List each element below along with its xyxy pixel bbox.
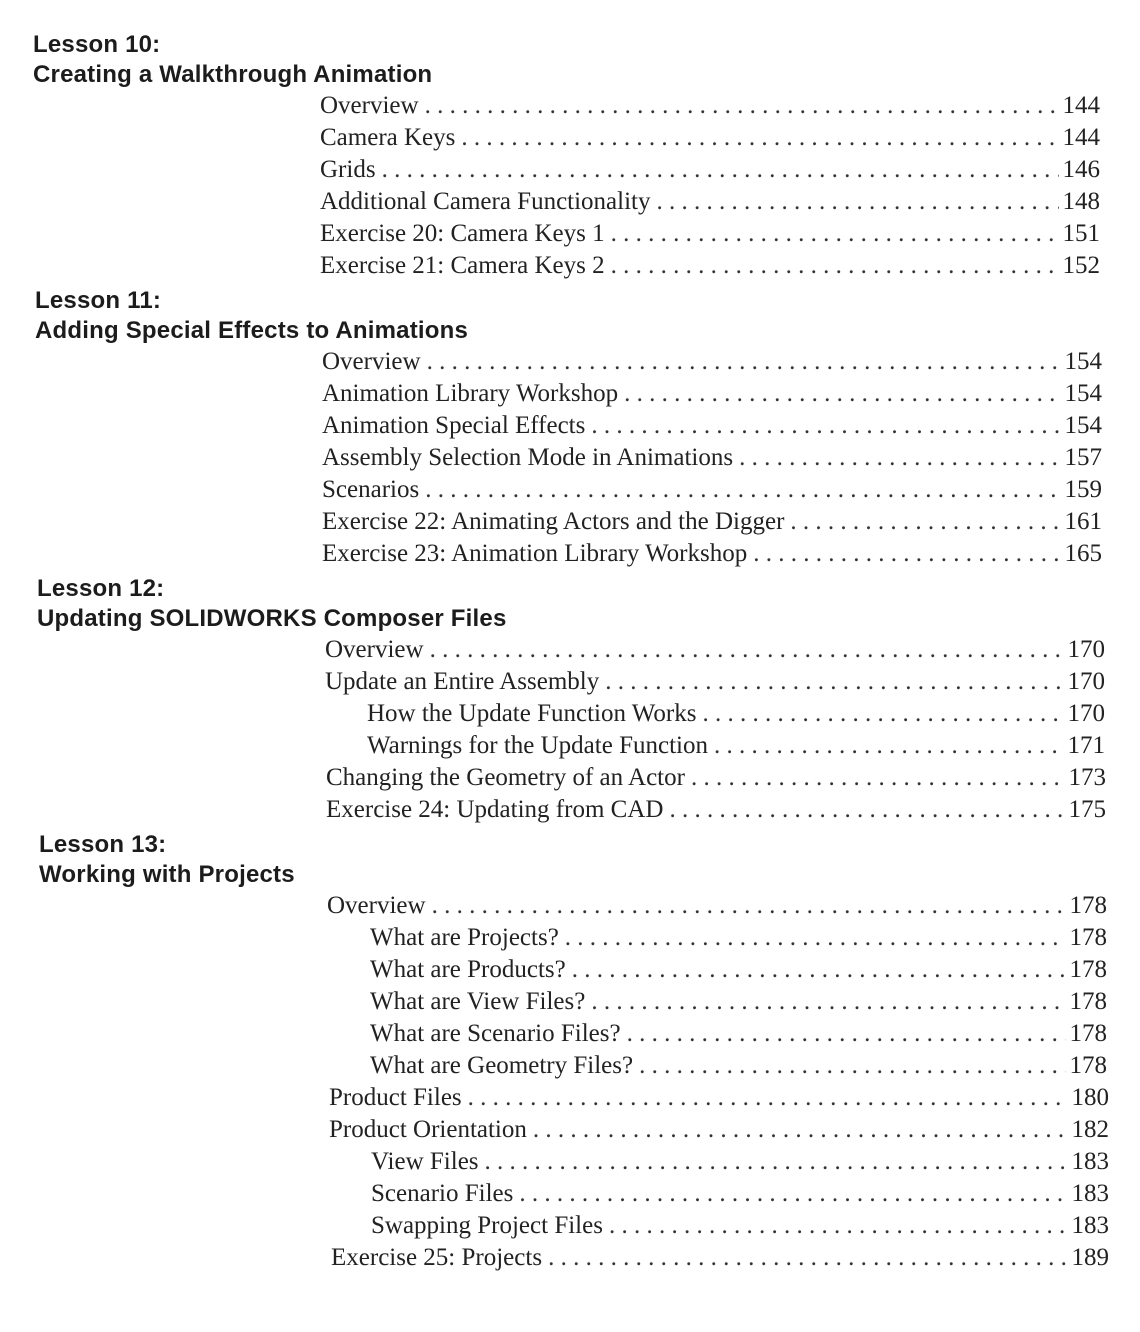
dot-leader (461, 122, 1058, 154)
dot-leader (753, 538, 1060, 570)
page-number: 154 (1064, 412, 1102, 439)
toc-entry[interactable] (322, 378, 1102, 410)
entry-label: Exercise 25: Projects (331, 1244, 543, 1271)
page-number: 157 (1064, 444, 1102, 471)
toc-entry[interactable] (322, 346, 1102, 378)
entry-label: Camera Keys (320, 124, 456, 151)
dot-leader (790, 506, 1060, 538)
toc-entry[interactable] (326, 794, 1106, 826)
dot-leader (714, 730, 1064, 762)
entry-label: Exercise 22: Animating Actors and the Digger (322, 508, 785, 535)
entry-label: Animation Special Effects (322, 412, 586, 439)
dot-leader (605, 666, 1063, 698)
page-number: 189 (1071, 1244, 1109, 1271)
page-number: 148 (1062, 188, 1100, 215)
toc-entry[interactable] (327, 890, 1107, 922)
entry-label: Product Files (329, 1084, 462, 1111)
page-number: 178 (1069, 956, 1107, 983)
entry-label: Grids (320, 156, 376, 183)
dot-leader (657, 186, 1059, 218)
page-number: 183 (1071, 1212, 1109, 1239)
dot-leader (425, 90, 1059, 122)
toc-entry[interactable] (370, 922, 1107, 954)
dot-leader (519, 1178, 1067, 1210)
lesson-number: Lesson 13: (39, 831, 167, 858)
dot-leader (739, 442, 1060, 474)
page-number: 182 (1071, 1116, 1109, 1143)
entry-label: Exercise 24: Updating from CAD (326, 796, 664, 823)
page-number: 178 (1069, 1052, 1107, 1079)
entry-label: Changing the Geometry of an Actor (326, 764, 685, 791)
page-number: 144 (1062, 92, 1100, 119)
page-number: 159 (1064, 476, 1102, 503)
page-number: 151 (1062, 220, 1100, 247)
page-number: 146 (1062, 156, 1100, 183)
lesson-number: Lesson 10: (33, 31, 161, 58)
toc-entry[interactable] (329, 1082, 1109, 1114)
dot-leader (430, 634, 1064, 666)
dot-leader (627, 1018, 1066, 1050)
entry-label: Exercise 23: Animation Library Workshop (322, 540, 748, 567)
toc-entry[interactable] (322, 474, 1102, 506)
page-number: 178 (1069, 988, 1107, 1015)
lesson-heading (33, 30, 432, 90)
page-number: 170 (1067, 636, 1105, 663)
toc-entry[interactable] (370, 1018, 1107, 1050)
entry-label: Animation Library Workshop (322, 380, 619, 407)
page-number: 178 (1069, 924, 1107, 951)
page-number: 180 (1071, 1084, 1109, 1111)
toc-entry[interactable] (322, 442, 1102, 474)
entry-label: Exercise 20: Camera Keys 1 (320, 220, 605, 247)
toc-entry[interactable] (326, 762, 1106, 794)
page-number: 152 (1062, 252, 1100, 279)
toc-entry[interactable] (320, 250, 1100, 282)
toc-entry[interactable] (371, 1178, 1109, 1210)
dot-leader (468, 1082, 1068, 1114)
entry-label: What are Scenario Files? (370, 1020, 621, 1047)
page-number: 173 (1068, 764, 1106, 791)
page-number: 178 (1069, 892, 1107, 919)
dot-leader (565, 922, 1066, 954)
page-number: 154 (1064, 380, 1102, 407)
toc-entry[interactable] (329, 1114, 1109, 1146)
toc-entry[interactable] (370, 986, 1107, 1018)
toc-entry[interactable] (320, 90, 1100, 122)
entry-label: What are Products? (370, 956, 566, 983)
entry-label: Exercise 21: Camera Keys 2 (320, 252, 605, 279)
dot-leader (425, 474, 1060, 506)
dot-leader (691, 762, 1065, 794)
toc-entry[interactable] (331, 1242, 1109, 1274)
toc-entry[interactable] (367, 730, 1105, 762)
lesson-title: Updating SOLIDWORKS Composer Files (37, 605, 507, 632)
dot-leader (591, 410, 1060, 442)
entry-label: Overview (327, 892, 426, 919)
toc-entry[interactable] (371, 1146, 1109, 1178)
dot-leader (382, 154, 1059, 186)
page-number: 161 (1064, 508, 1102, 535)
page-number: 175 (1068, 796, 1106, 823)
toc-entry[interactable] (322, 506, 1102, 538)
dot-leader (427, 346, 1061, 378)
dot-leader (548, 1242, 1067, 1274)
entry-label: Additional Camera Functionality (320, 188, 651, 215)
dot-leader (572, 954, 1066, 986)
page-number: 170 (1067, 668, 1105, 695)
lesson-number: Lesson 12: (37, 575, 165, 602)
entry-label: What are View Files? (370, 988, 586, 1015)
entry-label: Product Orientation (329, 1116, 527, 1143)
page-number: 170 (1067, 700, 1105, 727)
lesson-title: Adding Special Effects to Animations (35, 317, 469, 344)
toc-entry[interactable] (370, 954, 1107, 986)
dot-leader (611, 250, 1059, 282)
entry-label: Scenario Files (371, 1180, 514, 1207)
toc-entry[interactable] (322, 410, 1102, 442)
entry-label: Assembly Selection Mode in Animations (322, 444, 734, 471)
toc-entry[interactable] (320, 186, 1100, 218)
dot-leader (669, 794, 1064, 826)
toc-entry[interactable] (371, 1210, 1109, 1242)
entry-label: Overview (322, 348, 421, 375)
entry-label: Scenarios (322, 476, 420, 503)
toc-entry[interactable] (320, 122, 1100, 154)
entry-label: How the Update Function Works (367, 700, 697, 727)
toc-entry[interactable] (370, 1050, 1107, 1082)
entry-label: Warnings for the Update Function (367, 732, 708, 759)
page-number: 165 (1064, 540, 1102, 567)
toc-entry[interactable] (320, 218, 1100, 250)
toc-entry[interactable] (367, 698, 1105, 730)
entry-label: Swapping Project Files (371, 1212, 603, 1239)
toc-entry[interactable] (322, 538, 1102, 570)
entry-label: Overview (320, 92, 419, 119)
toc-entry[interactable] (325, 634, 1105, 666)
entry-label: What are Geometry Files? (370, 1052, 634, 1079)
toc-entry[interactable] (320, 154, 1100, 186)
dot-leader (609, 1210, 1068, 1242)
page-number: 144 (1062, 124, 1100, 151)
entry-label: Overview (325, 636, 424, 663)
lesson-heading (39, 830, 295, 890)
dot-leader (702, 698, 1063, 730)
dot-leader (624, 378, 1060, 410)
page-number: 171 (1067, 732, 1105, 759)
lesson-number: Lesson 11: (35, 287, 162, 314)
entry-label: View Files (371, 1148, 479, 1175)
dot-leader (485, 1146, 1068, 1178)
dot-leader (432, 890, 1066, 922)
lesson-title: Working with Projects (39, 861, 295, 888)
entry-label: Update an Entire Assembly (325, 668, 600, 695)
dot-leader (533, 1114, 1068, 1146)
dot-leader (611, 218, 1059, 250)
toc-entry[interactable] (325, 666, 1105, 698)
dot-leader (591, 986, 1065, 1018)
page-number: 178 (1069, 1020, 1107, 1047)
page-number: 183 (1071, 1148, 1109, 1175)
page-number: 154 (1064, 348, 1102, 375)
entry-label: What are Projects? (370, 924, 559, 951)
lesson-heading (37, 574, 507, 634)
page-number: 183 (1071, 1180, 1109, 1207)
dot-leader (639, 1050, 1065, 1082)
lesson-heading (35, 286, 468, 346)
lesson-title: Creating a Walkthrough Animation (33, 61, 433, 88)
